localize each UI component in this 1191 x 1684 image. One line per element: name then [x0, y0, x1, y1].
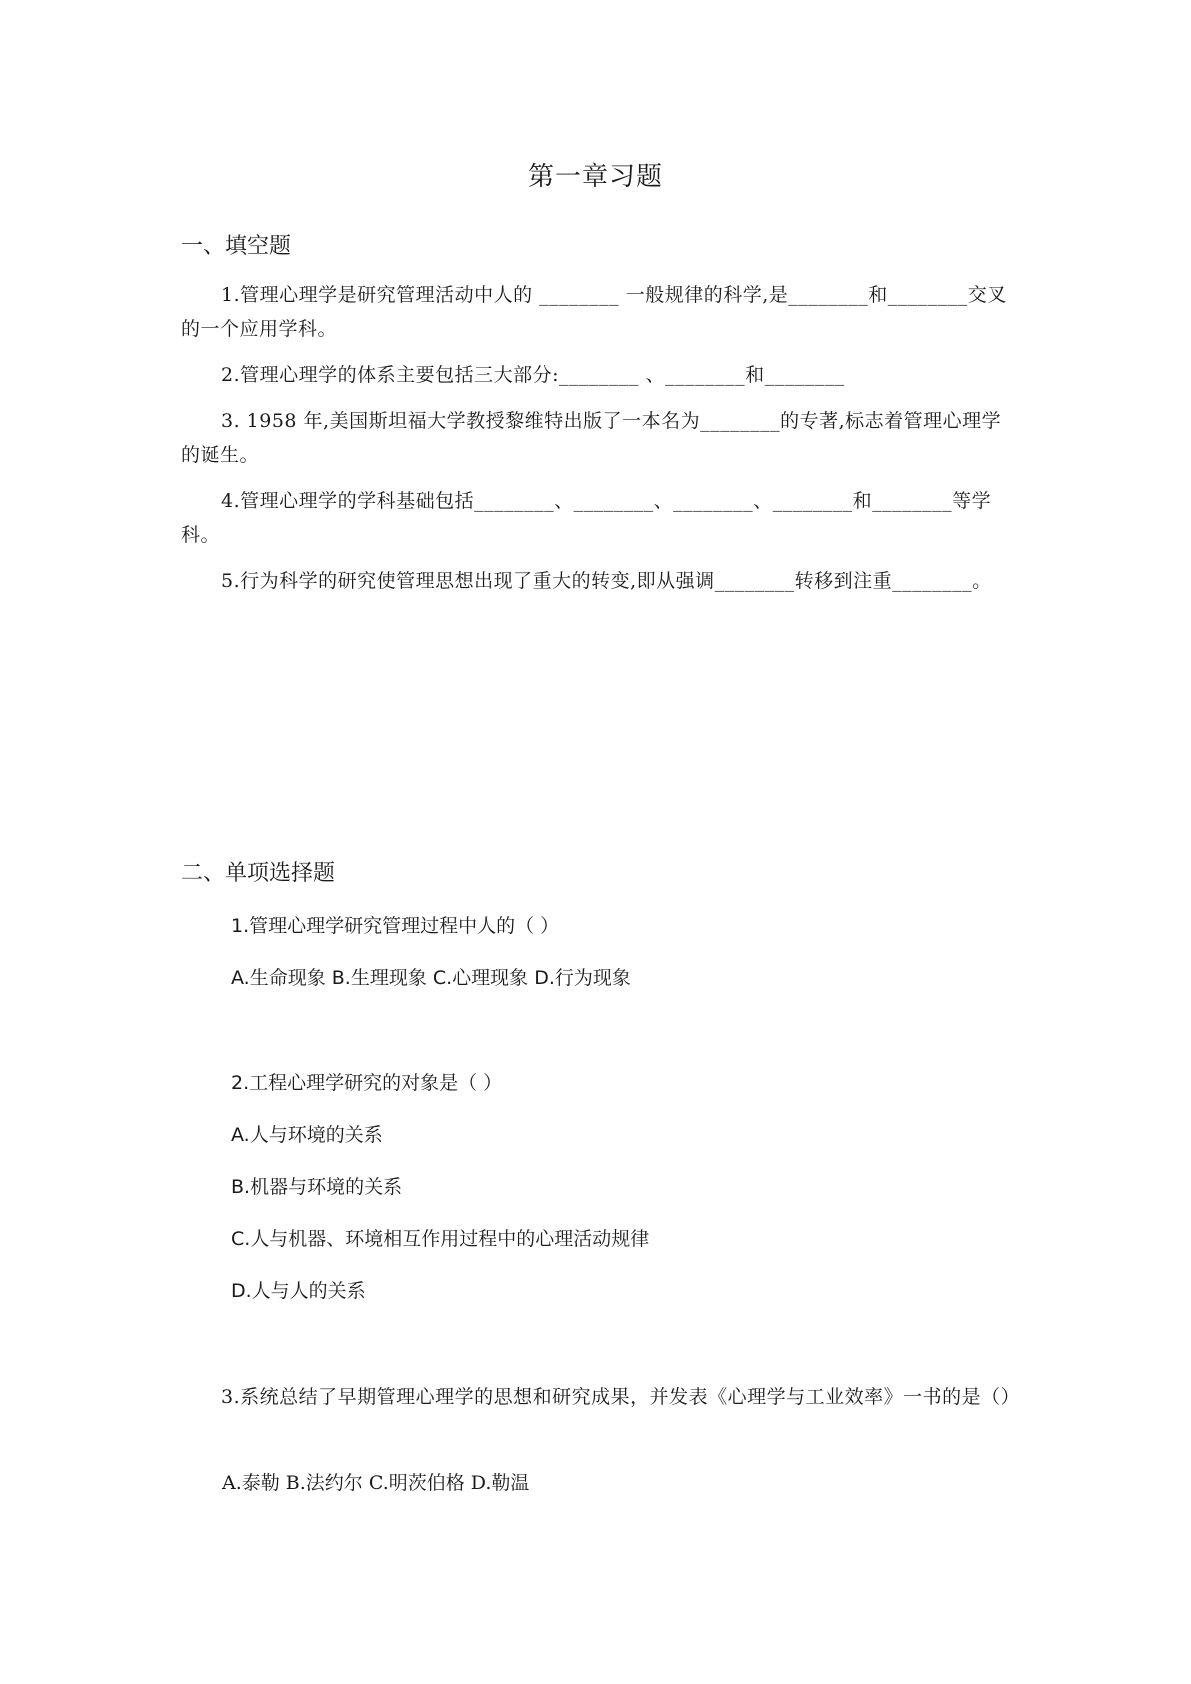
fill-question-4: 4.管理心理学的学科基础包括________、________、________、________和________等学科。 [181, 490, 992, 546]
page-title: 第一章习题 [527, 162, 663, 192]
section-heading-single-choice: 二、单项选择题 [181, 861, 336, 886]
choice-question-2-option-d: D.人与人的关系 [231, 1280, 366, 1302]
choice-question-3-options: A.泰勒 B.法约尔 C.明茨伯格 D.勒温 [222, 1472, 530, 1494]
choice-question-2-stem: 2.工程心理学研究的对象是（ ） [231, 1072, 503, 1094]
choice-question-1-options: A.生命现象 B.生理现象 C.心理现象 D.行为现象 [231, 967, 631, 989]
choice-question-2-option-c: C.人与机器、环境相互作用过程中的心理活动规律 [231, 1228, 650, 1250]
choice-question-3-stem: 3.系统总结了早期管理心理学的思想和研究成果，并发表《心理学与工业效率》一书的是（） [221, 1386, 1021, 1408]
choice-question-2-option-b: B.机器与环境的关系 [231, 1176, 403, 1198]
choice-question-1-stem: 1.管理心理学研究管理过程中人的（ ） [231, 915, 560, 937]
fill-question-1: 1.管理心理学是研究管理活动中人的 ________ 一般规律的科学,是________和________交叉的一个应用学科。 [181, 284, 1007, 340]
fill-question-2: 2.管理心理学的体系主要包括三大部分:________ 、________和________ [221, 364, 845, 386]
section-heading-fill-in: 一、填空题 [181, 234, 292, 259]
choice-question-2-option-a: A.人与环境的关系 [231, 1124, 383, 1146]
fill-question-3: 3. 1958 年,美国斯坦福大学教授黎维特出版了一本名为________的专著,标志着管理心理学的诞生。 [181, 410, 1002, 466]
fill-question-5: 5.行为科学的研究使管理思想出现了重大的转变,即从强调________转移到注重________。 [221, 570, 992, 592]
